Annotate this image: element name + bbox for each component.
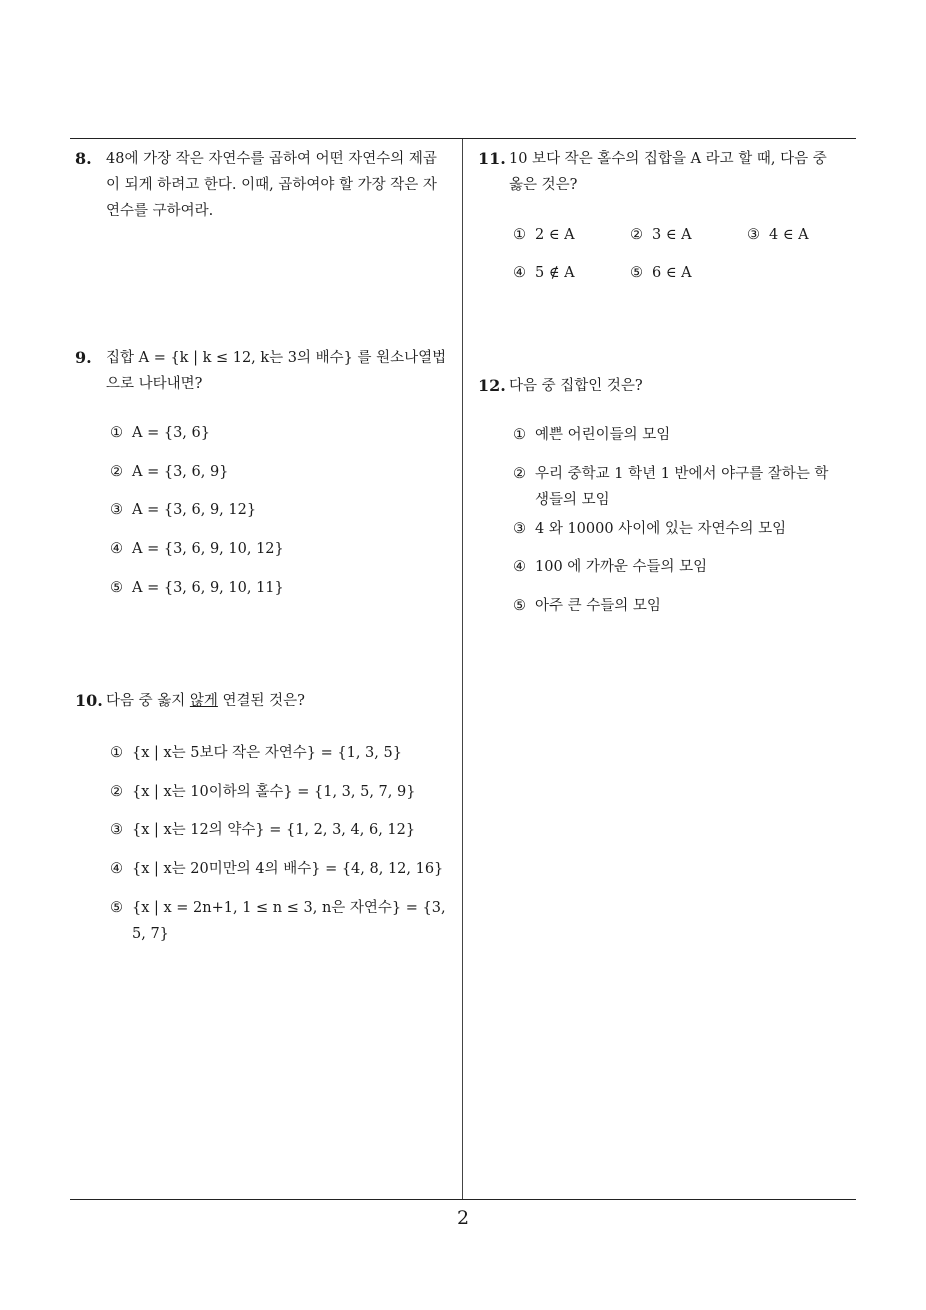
question-stem: 다음 중 집합인 것은? [509,378,643,394]
question-number: 8. [75,149,92,168]
question-number: 11. [478,149,506,168]
question-12 [478,373,858,401]
question-stem: 집합 A = {k | k ≤ 12, k는 3의 배수} 를 원소나열법 으로 나타내면? [106,350,447,392]
bottom-rule [70,1199,856,1200]
option-1[interactable]: ① {x | x는 5보다 작은 자연수} = {1, 3, 5} [110,745,402,761]
question-stem: 48에 가장 작은 자연수를 곱하여 어떤 자연수의 제곱 이 되게 하려고 한다. 이때, 곱하여야 할 가장 작은 자 연수를 구하여라. [106,151,437,219]
question-11 [478,146,858,200]
option-2[interactable]: ② 3 ∈ A [630,227,692,243]
option-3[interactable]: ③ 4 와 10000 사이에 있는 자연수의 모임 [513,521,787,537]
option-4[interactable]: ④ 5 ∉ A [513,265,575,281]
top-rule [70,138,856,139]
option-4[interactable]: ④ {x | x는 20미만의 4의 배수} = {4, 8, 12, 16} [110,861,444,877]
question-number: 10. [75,691,103,710]
page-number: 2 [456,1207,470,1229]
option-5[interactable]: ⑤ 6 ∈ A [630,265,692,281]
question-number: 12. [478,376,506,395]
option-2[interactable]: ② A = {3, 6, 9} [110,464,229,480]
question-number: 9. [75,348,92,367]
question-8 [75,146,460,226]
option-1[interactable]: ① A = {3, 6} [110,425,210,441]
option-2[interactable]: ② 우리 중학교 1 학년 1 반에서 야구를 잘하는 학 생들의 모임 [513,466,829,508]
option-4[interactable]: ④ A = {3, 6, 9, 10, 12} [110,541,284,557]
option-5[interactable]: ⑤ A = {3, 6, 9, 10, 11} [110,580,284,596]
option-5[interactable]: ⑤ {x | x = 2n+1, 1 ≤ n ≤ 3, n은 자연수} = {3, 5, 7} [110,900,446,942]
option-4[interactable]: ④ 100 에 가까운 수들의 모임 [513,559,708,575]
question-stem: 다음 중 옳지 않게 연결된 것은? [106,693,305,709]
option-3[interactable]: ③ A = {3, 6, 9, 12} [110,502,257,518]
question-10 [75,688,460,716]
option-1[interactable]: ① 2 ∈ A [513,227,575,243]
option-5[interactable]: ⑤ 아주 큰 수들의 모임 [513,598,661,614]
question-stem: 10 보다 작은 홀수의 집합을 A 라고 할 때, 다음 중 옳은 것은? [509,151,827,193]
option-3[interactable]: ③ {x | x는 12의 약수} = {1, 2, 3, 4, 6, 12} [110,822,416,838]
option-2[interactable]: ② {x | x는 10이하의 홀수} = {1, 3, 5, 7, 9} [110,784,416,800]
column-divider [462,139,463,1199]
option-1[interactable]: ① 예쁜 어린이들의 모임 [513,427,671,443]
option-3[interactable]: ③ 4 ∈ A [747,227,809,243]
question-9 [75,345,460,399]
